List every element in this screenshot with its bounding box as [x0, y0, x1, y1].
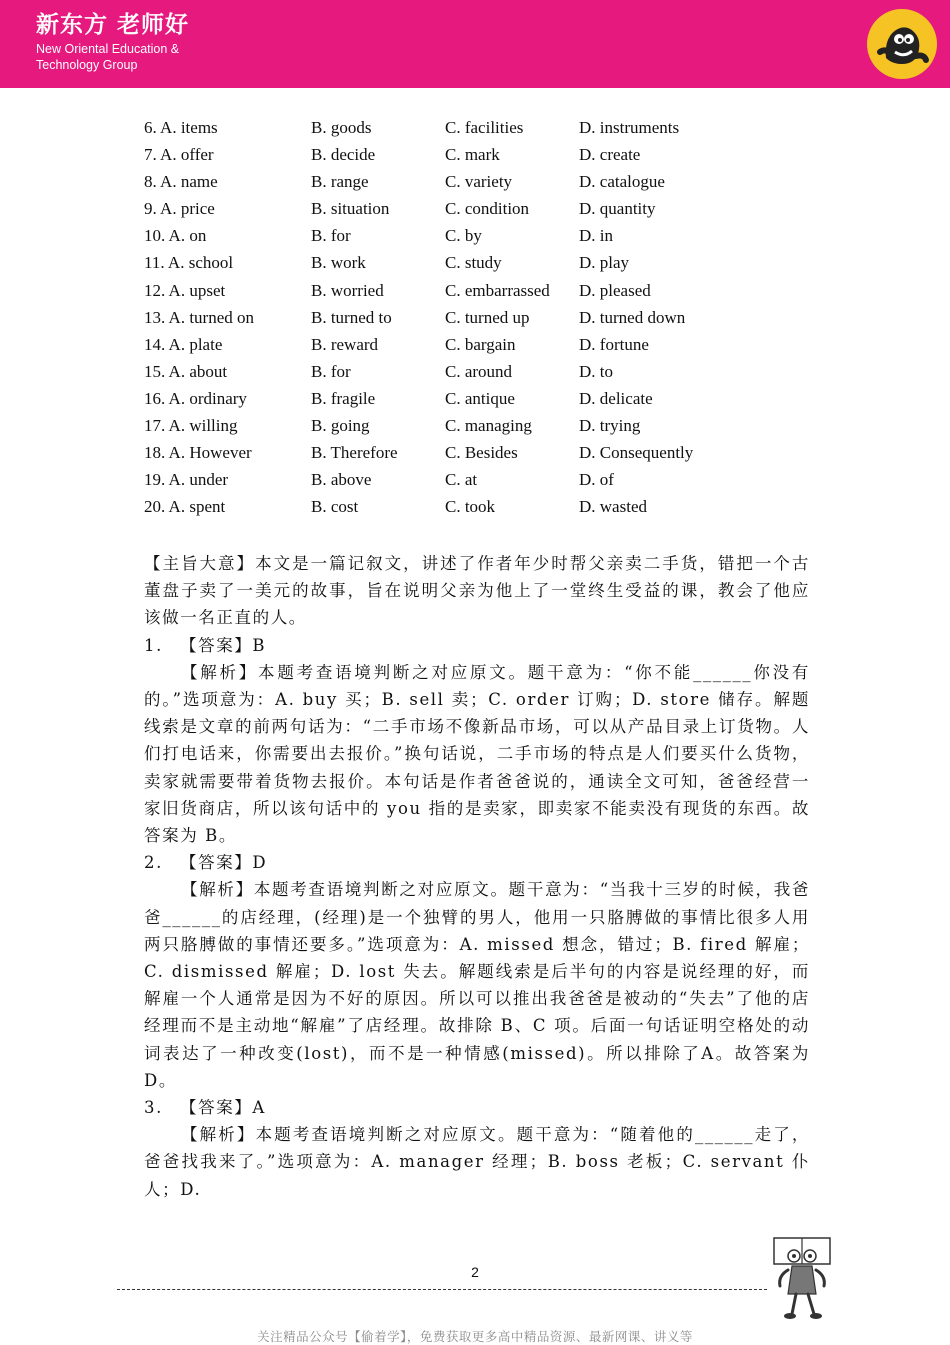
option-c: C. variety — [445, 172, 513, 192]
option-d: D. quantity — [579, 199, 656, 219]
question-number: 3. — [144, 1098, 163, 1118]
explanation-section — [144, 550, 810, 1203]
answer-line — [144, 849, 810, 876]
option-c: C. embarrassed — [445, 280, 550, 300]
option-c: C. by — [445, 226, 482, 246]
option-b: B. range — [311, 172, 369, 192]
option-b: B. turned to — [311, 307, 392, 327]
question-number: 1. — [144, 635, 163, 655]
option-b: B. situation — [311, 199, 390, 219]
option-a: 11. A. school — [144, 253, 234, 273]
option-c: C. took — [445, 497, 496, 517]
option-d: D. delicate — [579, 388, 653, 408]
analysis-paragraph: 【解析】本题考查语境判断之对应原文。题干意为：“你不能______你没有的。”选项意为：A. buy 买；B. sell 卖；C. order 订购；D. store 储存。解题线索是文章的前两句话为：“二手市场不像新品市场，可以从产品目录上订货物。人们打电话来，你需要出去报价。”换句话说，二手市场的特点是人们要买什么货物，卖家就需要带着货物去报价。本句话是作者爸爸说的，通读全文可知，爸爸经营一家旧货商店，所以该句话中的 you 指的是卖家，即卖家不能卖没有现货的东西。故答案为 B。 — [144, 662, 810, 846]
option-a: 13. A. turned on — [144, 307, 255, 327]
option-b: B. decide — [311, 145, 376, 165]
option-a: 14. A. plate — [144, 334, 223, 354]
option-b: B. above — [311, 470, 372, 490]
option-c: C. bargain — [445, 334, 516, 354]
footer-note: 关注精品公众号【偷着学】，免费获取更多高中精品资源、最新网课、讲义等 — [257, 1329, 693, 1344]
answer-line — [144, 632, 810, 659]
option-c: C. at — [445, 470, 478, 490]
question-number: 2. — [144, 853, 163, 873]
option-a: 20. A. spent — [144, 497, 226, 517]
option-b: B. for — [311, 226, 351, 246]
option-c: C. Besides — [445, 443, 518, 463]
option-a: 19. A. under — [144, 470, 229, 490]
option-d: D. in — [579, 226, 613, 246]
option-c: C. study — [445, 253, 502, 273]
option-d: D. of — [579, 470, 614, 490]
answer-text: 【答案】A — [180, 1098, 266, 1118]
option-a: 6. A. items — [144, 118, 218, 137]
option-c: C. antique — [445, 388, 515, 408]
footer-divider — [117, 1289, 767, 1290]
option-d: D. create — [579, 145, 641, 165]
option-d: D. wasted — [579, 497, 647, 517]
option-d: D. instruments — [579, 118, 680, 137]
option-a: 10. A. on — [144, 226, 207, 246]
answer-line — [144, 1094, 810, 1121]
option-b: B. cost — [311, 497, 359, 517]
summary-paragraph: 【主旨大意】本文是一篇记叙文，讲述了作者年少时帮父亲卖二手货，错把一个古董盘子卖了一美元的故事，旨在说明父亲为他上了一堂终生受益的课，教会了他应该做一名正直的人。 — [144, 554, 810, 628]
option-b: B. for — [311, 361, 351, 381]
option-d: D. Consequently — [579, 443, 694, 463]
option-c: C. managing — [445, 416, 532, 436]
option-d: D. fortune — [579, 334, 649, 354]
reading-mascot-icon — [770, 1236, 834, 1320]
header-banner — [0, 0, 950, 88]
option-b: B. goods — [311, 118, 372, 137]
answer-text: 【答案】D — [180, 853, 268, 873]
option-b: B. work — [311, 253, 366, 273]
option-d: D. catalogue — [579, 172, 665, 192]
analysis-paragraph: 【解析】本题考查语境判断之对应原文。题干意为：“当我十三岁的时候，我爸爸______的店经理，(经理)是一个独臂的男人，他用一只胳膊做的事情比很多人用两只胳膊做的事情还要多。”选项意为：A. missed 想念，错过；B. fired 解雇；C. dismissed 解雇；D. lost 失去。解题线索是后半句的内容是说经理的好，而解雇一个人通常是因为不好的原因。所以可以推出我爸爸是被动的“失去”了他的店经理而不是主动地“解雇”了店经理。故排除 B、C 项。后面一句话证明空格处的动词表达了一种改变(lost)，而不是一种情感(missed)。所以排除了A。故答案为 D。 — [144, 880, 810, 1090]
option-a: 7. A. offer — [144, 145, 214, 165]
brand-title: 新东方 老师好 — [36, 12, 190, 38]
option-b: B. reward — [311, 334, 379, 354]
option-c: C. condition — [445, 199, 530, 219]
option-a: 9. A. price — [144, 199, 215, 219]
option-a: 12. A. upset — [144, 280, 226, 300]
gorilla-mascot-icon — [866, 8, 938, 80]
page-number: 2 — [471, 1264, 479, 1280]
option-d: D. turned down — [579, 307, 686, 327]
option-d: D. play — [579, 253, 630, 273]
option-b: B. worried — [311, 280, 384, 300]
option-d: D. to — [579, 361, 613, 381]
option-a: 8. A. name — [144, 172, 218, 192]
option-d: D. trying — [579, 416, 641, 436]
option-a: 16. A. ordinary — [144, 388, 247, 408]
answer-text: 【答案】B — [180, 635, 267, 655]
option-d: D. pleased — [579, 280, 651, 300]
option-a: 17. A. willing — [144, 416, 238, 436]
brand-subtitle: New Oriental Education & Technology Group — [36, 42, 180, 72]
option-b: B. Therefore — [311, 443, 398, 463]
option-b: B. going — [311, 416, 370, 436]
option-c: C. facilities — [445, 118, 524, 137]
option-b: B. fragile — [311, 388, 376, 408]
option-c: C. mark — [445, 145, 500, 165]
option-c: C. around — [445, 361, 513, 381]
option-a: 18. A. However — [144, 443, 252, 463]
analysis-paragraph: 【解析】本题考查语境判断之对应原文。题干意为：“随着他的______走了，爸爸找我来了。”选项意为：A. manager 经理；B. boss 老板；C. servant 仆人；D. — [144, 1125, 810, 1199]
option-c: C. turned up — [445, 307, 530, 327]
option-a: 15. A. about — [144, 361, 228, 381]
